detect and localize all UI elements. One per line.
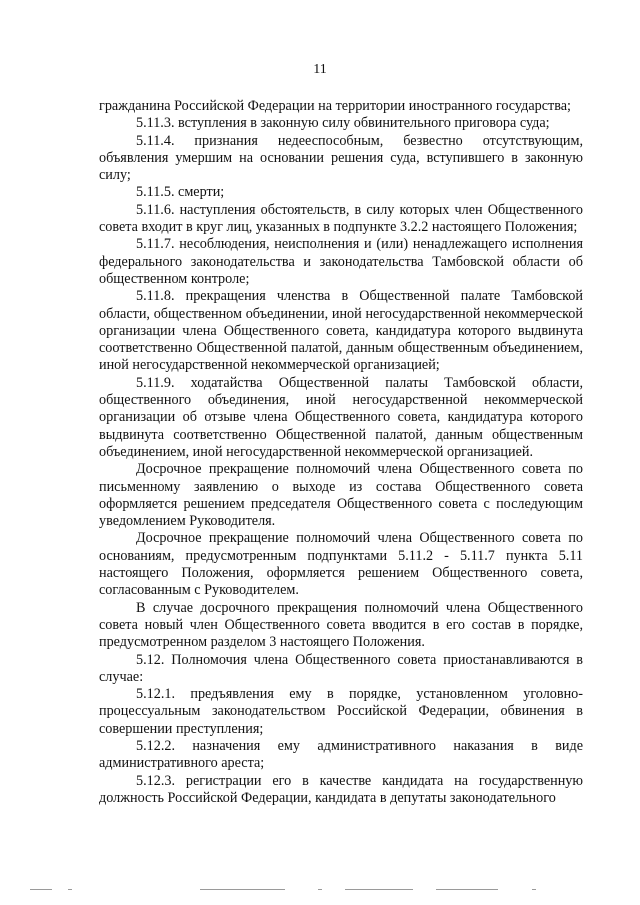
paragraph-continuation: гражданина Российской Федерации на территории иностранного государства;: [99, 98, 571, 114]
scan-mark: [318, 889, 322, 890]
document-body: [99, 98, 583, 807]
paragraph-early-termination-by-request: Досрочное прекращение полномочий члена Общественного совета по письменному заявлению о выходе из состава Общественного совета оформляется решением председателя Общественного совета с последующим уведомлением Руководителя.: [99, 461, 583, 530]
paragraph-5-11-3: 5.11.3. вступления в законную силу обвинительного приговора суда;: [136, 115, 550, 132]
paragraph-5-12: 5.12. Полномочия члена Общественного совета приостанавливаются в случае:: [99, 651, 583, 685]
paragraph-early-termination-by-grounds: Досрочное прекращение полномочий члена Общественного совета по основаниям, предусмотренным подпунктами 5.11.2 - 5.11.7 пункта 5.11 настоящего Положения, оформляется решением Общественного совета, согласованным с Руководителем.: [99, 530, 583, 599]
page-number: 11: [313, 62, 327, 77]
paragraph-5-11-7: 5.11.7. несоблюдения, неисполнения и (или) ненадлежащего исполнения федерального законодательства и законодательства Тамбовской области об общественном контроле;: [99, 236, 583, 287]
paragraph-5-12-2: 5.12.2. назначения ему административного наказания в виде административного ареста;: [99, 737, 583, 772]
scan-mark: [532, 889, 536, 890]
paragraph-5-11-6: 5.11.6. наступления обстоятельств, в силу которых член Общественного совета входит в круг лиц, указанных в подпункте 3.2.2 настоящего Положения;: [99, 201, 583, 236]
paragraph-5-12-3: 5.12.3. регистрации его в качестве кандидата на государственную должность Российской Федерации, кандидата в депутаты законодательного: [99, 772, 583, 806]
paragraph-new-member: В случае досрочного прекращения полномочий члена Общественного совета новый член Общественного совета вводится в его состав в порядке, предусмотренном разделом 3 настоящего Положения.: [99, 599, 583, 651]
scan-mark: [436, 889, 498, 890]
paragraph-5-11-5: 5.11.5. смерти;: [136, 184, 225, 201]
paragraph-5-11-9: 5.11.9. ходатайства Общественной палаты Тамбовской области, общественного объединения, иной негосударственной некоммерческой организации об отзыве члена Общественного совета, кандидатура которого выдвинута соответственно Общественной палатой, данным общественным объединением, иной негосударственной некоммерческой организацией.: [99, 374, 583, 460]
paragraph-5-11-8: 5.11.8. прекращения членства в Общественной палате Тамбовской области, общественном объединении, иной негосударственной некоммерческой организации члена Общественного совета, кандидатура которого выдвинута соответственно Общественной палатой, данным общественным объединением, иной негосударственной некоммерческой организацией;: [99, 288, 583, 374]
scan-mark: [200, 889, 285, 890]
scan-mark: [30, 889, 52, 890]
paragraph-5-12-1: 5.12.1. предъявления ему в порядке, установленном уголовно-процессуальным законодательством Российской Федерации, обвинения в совершении преступления;: [99, 686, 583, 737]
scan-mark: [345, 889, 413, 890]
scan-mark: [68, 889, 72, 890]
scan-footer-marks: [0, 885, 640, 893]
paragraph-5-11-4: 5.11.4. признания недееспособным, безвестно отсутствующим, объявления умершим на основании решения суда, вступившего в законную силу;: [99, 132, 583, 184]
